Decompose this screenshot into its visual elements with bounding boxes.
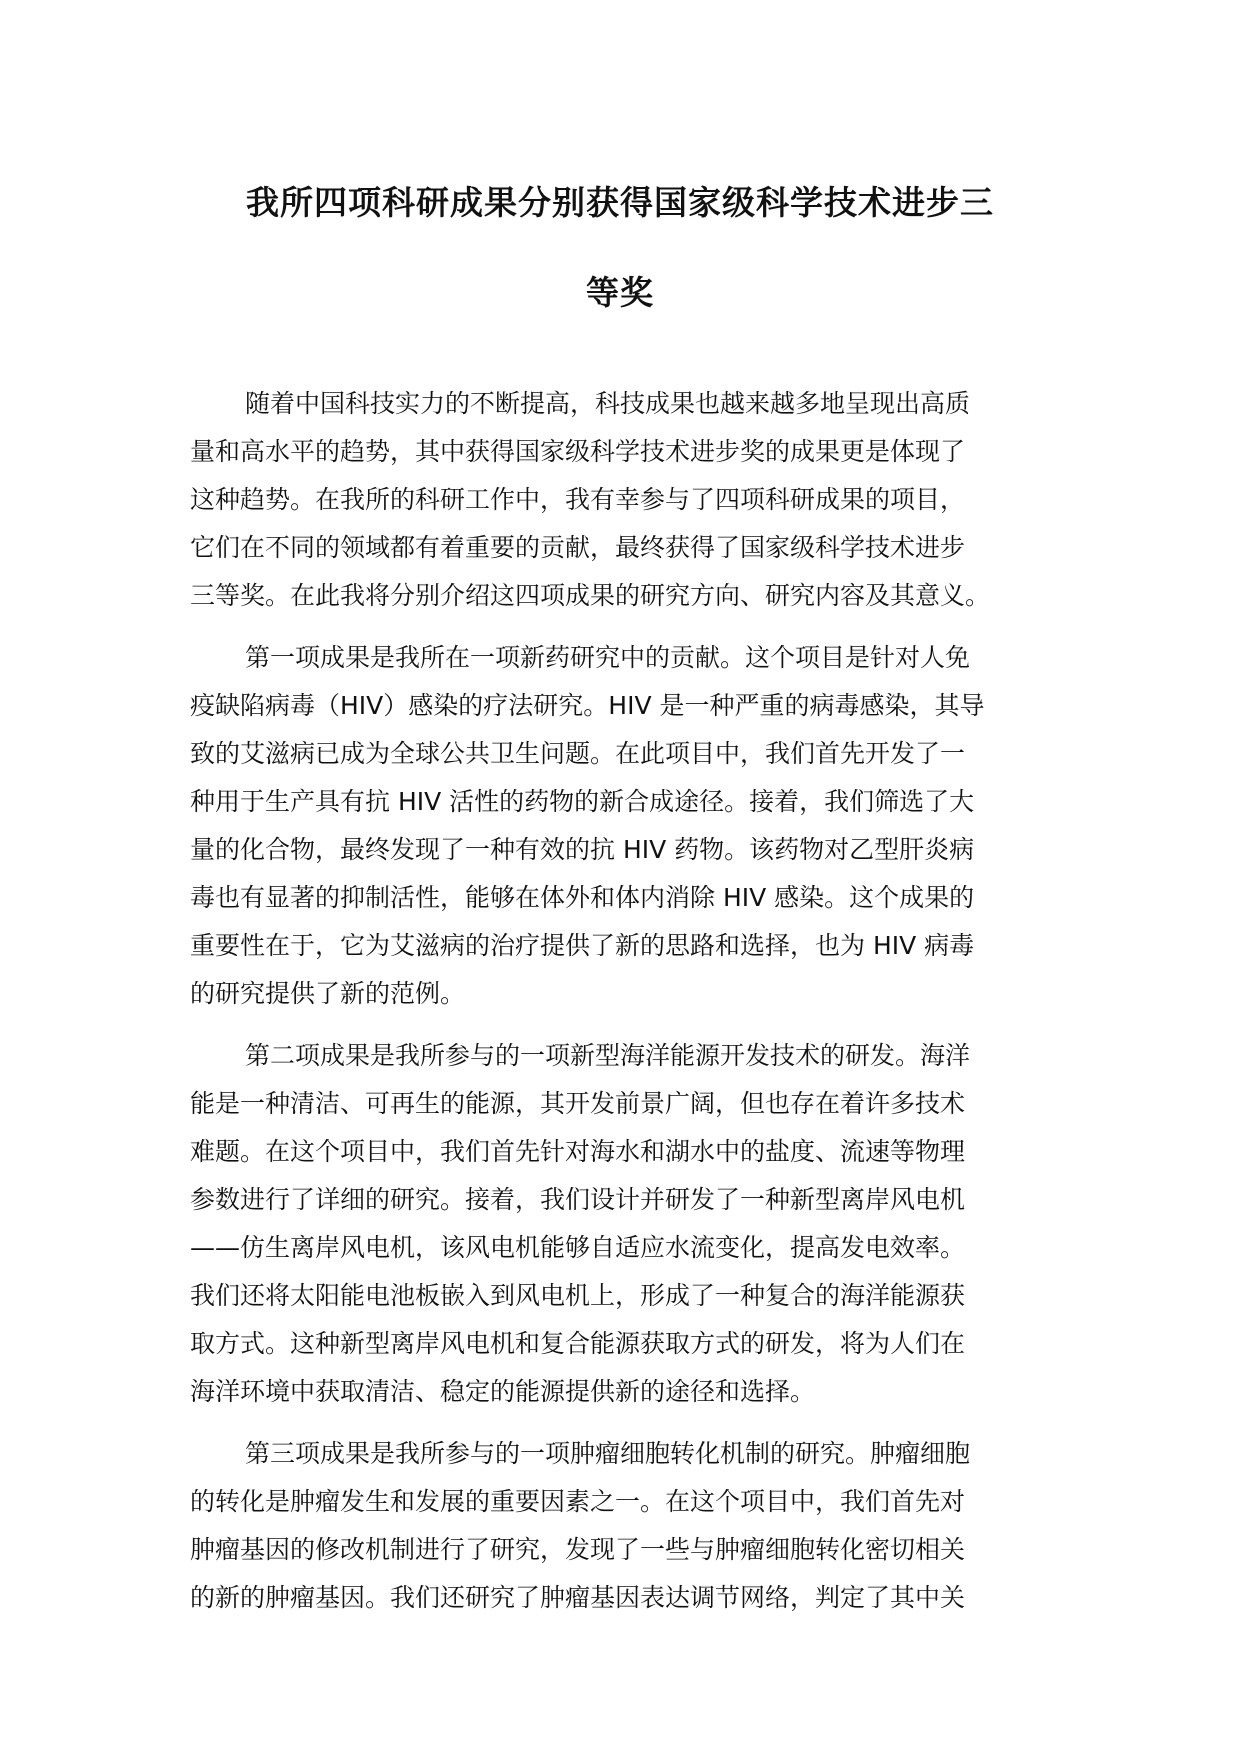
text-line: 取方式。这种新型离岸风电机和复合能源获取方式的研发，将为人们在 xyxy=(190,1329,966,1358)
text-line: 量和高水平的趋势，其中获得国家级科学技术进步奖的成果更是体现了 xyxy=(190,437,966,466)
paragraph-third-achievement xyxy=(190,1430,1080,1622)
text-line: ——仿生离岸风电机，该风电机能够自适应水流变化，提高发电效率。 xyxy=(190,1233,966,1262)
title-line: 我所四项科研成果分别获得国家级科学技术进步三 xyxy=(246,183,994,222)
text-line: 肿瘤基因的修改机制进行了研究，发现了一些与肿瘤细胞转化密切相关 xyxy=(190,1535,966,1564)
document-body xyxy=(190,380,1080,1636)
text-line: 能是一种清洁、可再生的能源，其开发前景广阔，但也存在着许多技术 xyxy=(190,1089,966,1118)
text-line: 参数进行了详细的研究。接着，我们设计并研发了一种新型离岸风电机 xyxy=(190,1185,966,1214)
text-line: 疫缺陷病毒（HIV）感染的疗法研究。HIV 是一种严重的病毒感染，其导 xyxy=(190,691,985,720)
paragraph-intro xyxy=(190,380,1080,620)
text-line: 量的化合物，最终发现了一种有效的抗 HIV 药物。该药物对乙型肝炎病 xyxy=(190,835,975,864)
text-line: 它们在不同的领域都有着重要的贡献，最终获得了国家级科学技术进步 xyxy=(190,533,966,562)
title-line: 等奖 xyxy=(586,273,654,312)
text-line: 这种趋势。在我所的科研工作中，我有幸参与了四项科研成果的项目， xyxy=(190,485,966,514)
text-line: 致的艾滋病已成为全球公共卫生问题。在此项目中，我们首先开发了一 xyxy=(190,739,966,768)
text-line: 第三项成果是我所参与的一项肿瘤细胞转化机制的研究。肿瘤细胞 xyxy=(245,1439,971,1468)
text-line: 海洋环境中获取清洁、稳定的能源提供新的途径和选择。 xyxy=(190,1377,816,1406)
text-line: 三等奖。在此我将分别介绍这四项成果的研究方向、研究内容及其意义。 xyxy=(190,581,991,610)
text-line: 的转化是肿瘤发生和发展的重要因素之一。在这个项目中，我们首先对 xyxy=(190,1487,966,1516)
text-line: 重要性在于，它为艾滋病的治疗提供了新的思路和选择，也为 HIV 病毒 xyxy=(190,931,975,960)
text-line: 毒也有显著的抑制活性，能够在体外和体内消除 HIV 感染。这个成果的 xyxy=(190,883,975,912)
paragraph-second-achievement xyxy=(190,1032,1080,1416)
text-line: 随着中国科技实力的不断提高，科技成果也越来越多地呈现出高质 xyxy=(245,389,971,418)
document-title xyxy=(170,158,1070,338)
text-line: 第一项成果是我所在一项新药研究中的贡献。这个项目是针对人免 xyxy=(245,643,971,672)
text-line: 我们还将太阳能电池板嵌入到风电机上，形成了一种复合的海洋能源获 xyxy=(190,1281,966,1310)
text-line: 种用于生产具有抗 HIV 活性的药物的新合成途径。接着，我们筛选了大 xyxy=(190,787,975,816)
text-line: 的新的肿瘤基因。我们还研究了肿瘤基因表达调节网络，判定了其中关 xyxy=(190,1583,966,1612)
text-line: 的研究提供了新的范例。 xyxy=(190,979,466,1008)
paragraph-first-achievement xyxy=(190,634,1080,1018)
text-line: 第二项成果是我所参与的一项新型海洋能源开发技术的研发。海洋 xyxy=(245,1041,971,1070)
text-line: 难题。在这个项目中，我们首先针对海水和湖水中的盐度、流速等物理 xyxy=(190,1137,966,1166)
